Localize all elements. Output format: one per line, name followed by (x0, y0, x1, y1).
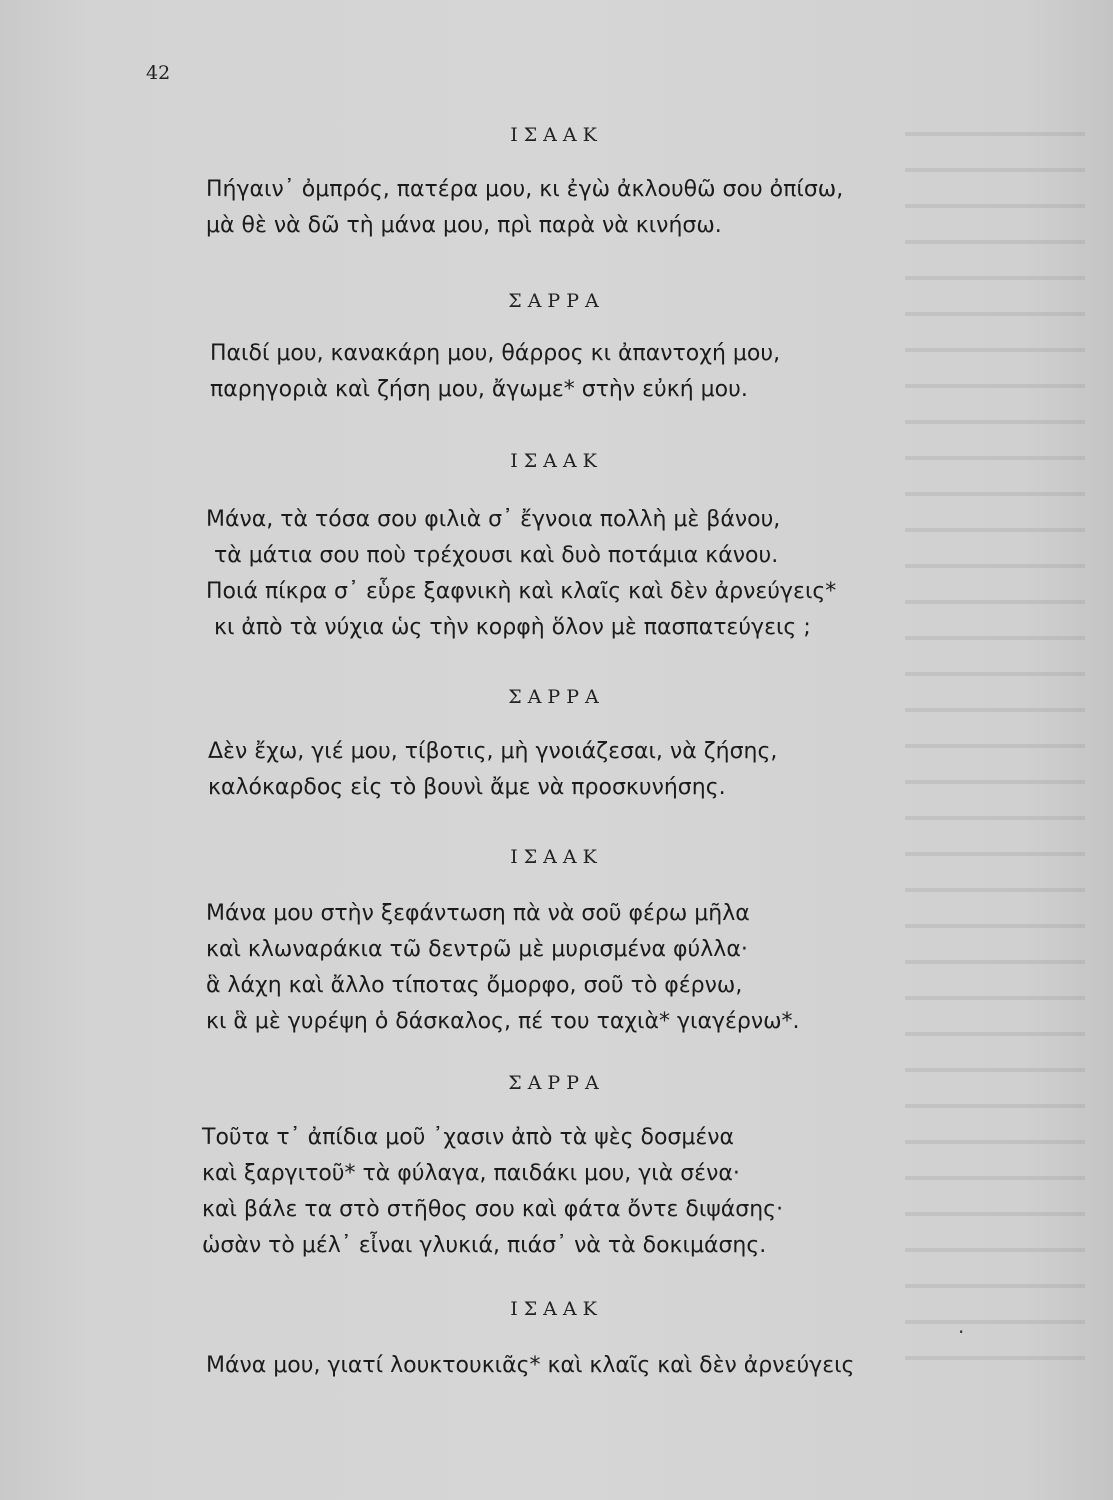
verse-line: Παιδί μου, κανακάρη μου, θάρρος κι ἀπαντοχή μου, (210, 341, 781, 366)
verse-line: κι ἀπὸ τὰ νύχια ὡς τὴν κορφὴ ὅλον μὲ πασπατεύγεις ; (214, 615, 811, 640)
verse-line: Τοῦτα τ᾿ ἀπίδια μοῦ ᾿χασιν ἀπὸ τὰ ψὲς δοσμένα (202, 1125, 735, 1150)
speaker-heading: ΙΣΑΑΚ (510, 846, 603, 868)
speaker-heading: ΣΑΡΡΑ (508, 290, 605, 312)
page-number: 42 (146, 62, 171, 84)
stanza (206, 896, 926, 1040)
verse-line: Μάνα μου στὴν ξεφάντωση πὰ νὰ σοῦ φέρω μῆλα (206, 901, 750, 926)
verse-line: καλόκαρδος εἰς τὸ βουνὶ ἄμε νὰ προσκυνήσης. (208, 775, 726, 800)
speaker-heading: ΙΣΑΑΚ (510, 124, 603, 146)
verse-line: καὶ ξαργιτοῦ* τὰ φύλαγα, παιδάκι μου, γιὰ σένα· (202, 1161, 740, 1186)
verse-line: μὰ θὲ νὰ δῶ τὴ μάνα μου, πρὶ παρὰ νὰ κινήσω. (206, 213, 722, 238)
stanza (206, 1348, 926, 1384)
verse-line: καὶ κλωναράκια τῶ δεντρῶ μὲ μυρισμένα φύλλα· (206, 937, 748, 962)
stanza (202, 1120, 922, 1264)
verse-line: Πήγαιν᾿ ὀμπρός, πατέρα μου, κι ἐγὼ ἀκλουθῶ σου ὀπίσω, (206, 177, 844, 202)
verse-line: Ποιά πίκρα σ᾿ εὗρε ξαφνικὴ καὶ κλαῖς καὶ δὲν ἀρνεύγεις* (206, 579, 837, 604)
verse-line: ἃ λάχη καὶ ἄλλο τίποτας ὄμορφο, σοῦ τὸ φέρνω, (206, 973, 743, 998)
speaker-heading: ΙΣΑΑΚ (510, 450, 603, 472)
stanza (210, 336, 930, 408)
stray-mark: · (958, 1320, 965, 1344)
verse-line: Δὲν ἔχω, γιέ μου, τίβοτις, μὴ γνοιάζεσαι, νὰ ζήσης, (208, 739, 778, 764)
verse-line: ὡσὰν τὸ μέλ᾿ εἶναι γλυκιά, πιάσ᾿ νὰ τὰ δοκιμάσης. (202, 1233, 767, 1258)
stanza (206, 502, 926, 646)
verse-line: παρηγοριὰ καὶ ζήση μου, ἄγωμε* στὴν εὐκή μου. (210, 377, 748, 402)
stanza (208, 734, 928, 806)
verse-line: κι ἃ μὲ γυρέψη ὁ δάσκαλος, πέ του ταχιὰ* γιαγέρνω*. (206, 1009, 800, 1034)
stanza (206, 172, 926, 244)
verse-line: καὶ βάλε τα στὸ στῆθος σου καὶ φάτα ὄντε διψάσης· (202, 1197, 784, 1222)
speaker-heading: ΣΑΡΡΑ (508, 686, 605, 708)
verse-line: Μάνα μου, γιατί λουκτουκιᾶς* καὶ κλαῖς καὶ δὲν ἀρνεύγεις (206, 1353, 855, 1378)
speaker-heading: ΣΑΡΡΑ (508, 1072, 605, 1094)
speaker-heading: ΙΣΑΑΚ (510, 1298, 603, 1320)
verse-line: τὰ μάτια σου ποὺ τρέχουσι καὶ δυὸ ποτάμια κάνου. (214, 543, 779, 568)
verse-line: Μάνα, τὰ τόσα σου φιλιὰ σ᾿ ἔγνοια πολλὴ μὲ βάνου, (206, 507, 781, 532)
